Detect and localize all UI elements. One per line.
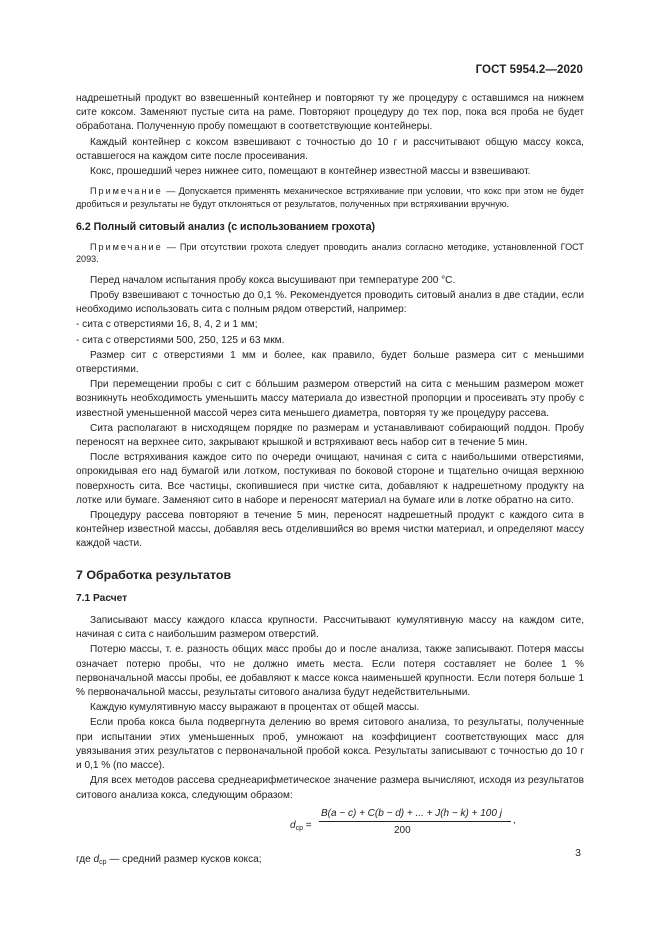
paragraph: Каждый контейнер с коксом взвешивают с точностью до 10 г и рассчитывают общую массу кокса, оставшегося на каждом сите после просеивания. [76, 136, 584, 162]
note-text: — При отсутствии грохота следует проводить анализ согласно методике, установленной ГОСТ 2093. [76, 241, 584, 265]
page-content [76, 92, 584, 871]
paragraph: Пробу взвешивают с точностью до 0,1 %. Рекомендуется проводить ситовый анализ в две стадии, если необходимо использовать сита с полным рядом отверстий, например: [76, 290, 584, 316]
formula-lhs: $d_{ср}$ = [290, 819, 312, 832]
list-item: - сита с отверстиями 16, 8, 4, 2 и 1 мм; [76, 319, 258, 331]
note-text: — Допускается применять механическое встряхивание при условии, что кокс при этом не будет дробиться и результаты не будут отклоняться от результатов, полученных при встряхивании вручную. [76, 186, 584, 209]
note-label: Примечание [90, 186, 163, 197]
paragraph: Сита располагают в нисходящем порядке по размерам и устанавливают собирающий поддон. Пробу переносят на верхнее сито, закрывают крышкой и встряхивают весь набор сит в течение 5 мин. [76, 422, 584, 449]
paragraph: Перед началом испытания пробу кокса высушивают при температуре 200 °С. [90, 274, 456, 286]
paragraph: надрешетный продукт во взвешенный контейнер и повторяют ту же процедуру с оставшимся на нижнем сите коксом. Заменяют пустые сита на раме. Повторяют процедуру до тех пор, пока вся проба не будет обработана. Полученную пробу помещают в соответствующие контейнеры. [76, 93, 584, 133]
mean-size-formula [76, 807, 584, 853]
paragraph: Кокс, прошедший через нижнее сито, помещают в контейнер известной массы и взвешивают. [90, 166, 531, 178]
paragraph: Если проба кокса была подвергнута делению во время ситового анализа, то результаты, полученные при испытании этих уменьшенных проб, умножают на коэффициент соответствующих масс для увязывания этих результатов с первоначальной пробой кокса. Результаты записывают с точностью до 10 г и 0,1 % (по массе). [76, 717, 584, 772]
formula-comma: , [513, 814, 516, 826]
formula-lhs-subscript: ср [295, 824, 303, 832]
page-number: 3 [575, 847, 581, 859]
note-label: Примечание [90, 241, 163, 252]
where-subscript: ср [99, 858, 107, 866]
where-clause: где dср — средний размер кусков кокса; [76, 853, 262, 866]
paragraph: Каждую кумулятивную массу выражают в процентах от общей массы. [90, 702, 420, 714]
where-text: — средний размер кусков кокса; [106, 853, 262, 865]
formula-denominator: 200 [394, 824, 411, 836]
paragraph: Для всех методов рассева среднеарифметическое значение размера вычисляют, исходя из результатов ситового анализа кокса, следующим образом: [76, 775, 584, 801]
paragraph: Размер сит с отверстиями 1 мм и более, как правило, будет больше размера сит с меньшими отверстиями. [76, 349, 584, 376]
where-symbol: d [93, 853, 100, 865]
paragraph: После встряхивания каждое сито по очереди очищают, начиная с сита с наибольшими отверстиями, опрокидывая его над бумагой или лотком, постукивая по боковой стороне и тщательно очищая верхнюю поверхность сита. Все частицы, скопившиеся при чистке сита, добавляют к надрешетному продукту на лотке или бумаге. Заменяют сито в наборе и переносят материал на бумаге или в лотке обратно на сито. [76, 452, 584, 506]
section-heading-6-2: 6.2 Полный ситовый анализ (с использованием грохота) [76, 221, 376, 234]
document-id-header: ГОСТ 5954.2—2020 [475, 64, 583, 76]
paragraph: Потерю массы, т. е. разность общих масс пробы до и после анализа, также записывают. Потеря массы означает потерю пробы, что не должно иметь места. Если потеря составляет не более 1 % первоначальной массы пробы, ее добавляют к массе кокса наименьшей крупности. Если потеря больше 1 % первоначальной массы, результаты ситового анализа будут недействительными. [76, 644, 584, 699]
paragraph: При перемещении пробы с сит с бóльшим размером отверстий на сита с меньшим размером может возникнуть необходимость уменьшить массу материала до известной пропорции и просеивать эту пробу с известной уменьшенной массой через сита меньшего диаметра, повторяя ту же процедуру рассева. [76, 379, 584, 419]
section-heading-7: 7 Обработка результатов [76, 567, 232, 582]
fraction-bar [319, 821, 511, 822]
section-heading-7-1: 7.1 Расчет [76, 592, 128, 604]
note-paragraph [76, 241, 584, 266]
paragraph: Записывают массу каждого класса крупности. Рассчитывают кумулятивную массу на каждом сите, начиная с сита с наибольшим размером отверстий. [76, 615, 584, 641]
note-paragraph [76, 185, 584, 210]
paragraph: Процедуру рассева повторяют в течение 5 мин, переносят надрешетный продукт с каждого сита в контейнер известной массы, добавляя весь отделившийся во время чистки материал, и определяют массу каждой части. [76, 510, 584, 550]
list-item: - сита с отверстиями 500, 250, 125 и 63 мкм. [76, 334, 285, 346]
formula-numerator: B(a − c) + C(b − d) + ... + J(h − k) + 100 j [321, 807, 502, 819]
